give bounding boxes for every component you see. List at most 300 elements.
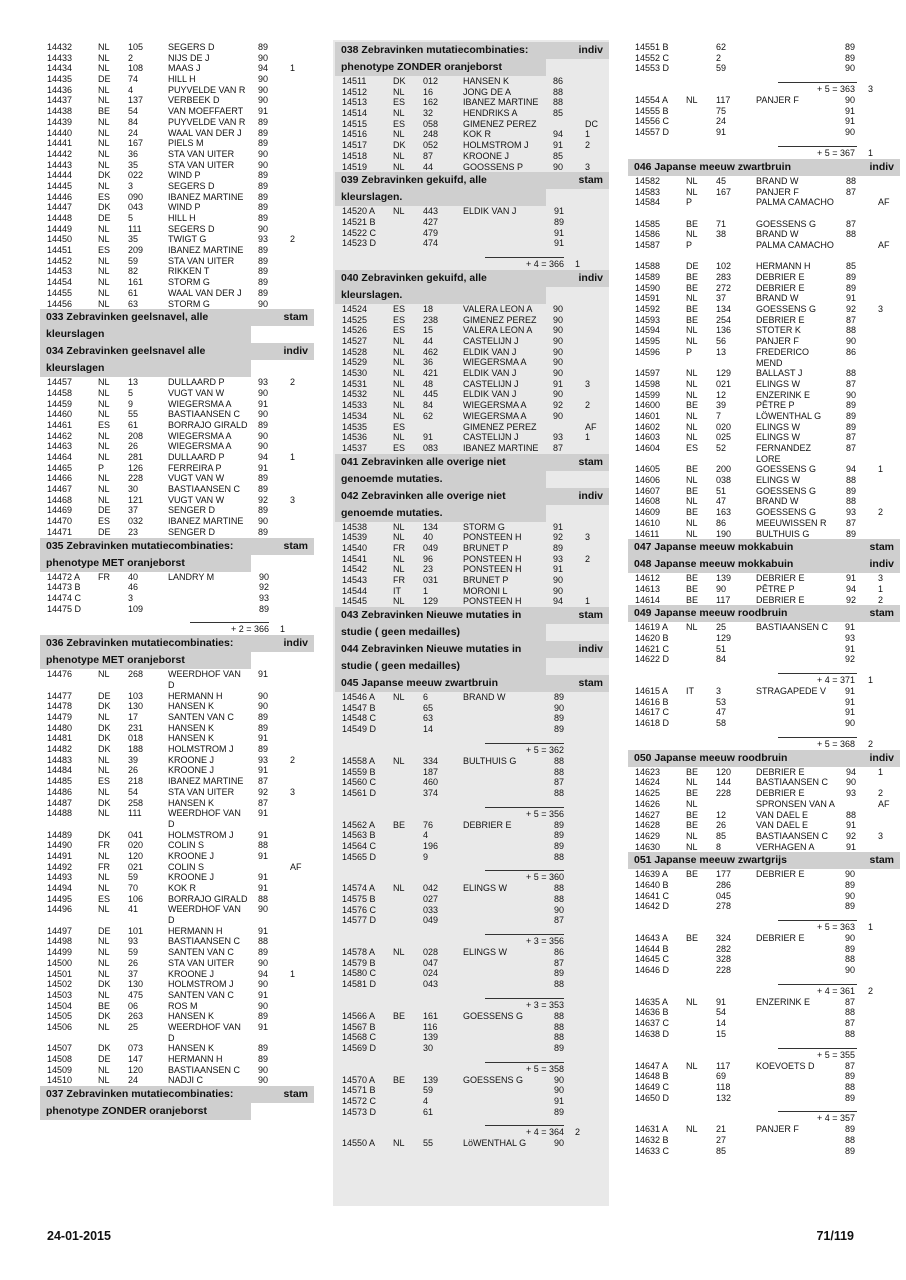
score: 91 xyxy=(844,696,855,707)
total-rule xyxy=(778,920,857,921)
class-title: 039 Zebravinken gekuifd, alle xyxy=(341,174,487,187)
exhibitor-name: PONSTEEN H xyxy=(463,553,522,564)
total-rule xyxy=(778,1111,857,1112)
country-code: NL xyxy=(686,186,698,197)
country-code: NL xyxy=(686,798,698,809)
table-row xyxy=(628,379,900,390)
team-total xyxy=(335,990,609,1011)
entry-number: 14628 xyxy=(635,820,661,831)
entry-number: 14564 C xyxy=(342,840,377,851)
score: 88 xyxy=(258,840,269,851)
placement: 1 xyxy=(585,596,591,607)
country-code: NL xyxy=(98,409,110,420)
table-row xyxy=(628,654,900,665)
table-row xyxy=(40,936,314,947)
table-row xyxy=(628,42,900,53)
entry-number: 14566 A xyxy=(342,1010,376,1021)
country-code: NL xyxy=(393,596,405,607)
score: 88 xyxy=(846,809,857,820)
score: 89 xyxy=(258,603,269,614)
table-row xyxy=(628,197,900,208)
class-header xyxy=(40,1086,314,1103)
table-row xyxy=(40,452,314,463)
ring-number: 129 xyxy=(716,632,732,643)
ring-number: 278 xyxy=(716,901,732,912)
country-code: BE xyxy=(686,869,699,880)
entry-number: 14597 xyxy=(635,368,661,379)
class-title: 044 Zebravinken Nieuwe mutaties in xyxy=(341,643,522,656)
score: 89 xyxy=(846,421,857,432)
score: 89 xyxy=(846,272,857,282)
entry-number: 14482 xyxy=(47,744,73,755)
country-code: NL xyxy=(686,229,698,240)
class-type: stam xyxy=(869,607,894,620)
country-code: NL xyxy=(686,1124,698,1135)
exhibitor-name: VAN DAEL E xyxy=(756,809,809,820)
ring-number: 86 xyxy=(716,517,727,528)
class-subtitle: phenotype ZONDER oranjeborst xyxy=(46,1105,208,1118)
score: 91 xyxy=(258,733,269,744)
table-row xyxy=(335,1075,609,1086)
table-row xyxy=(335,830,609,841)
team-placement: 3 xyxy=(868,84,874,95)
exhibitor-name: HANSEN K xyxy=(168,1011,215,1022)
score: 88 xyxy=(553,755,564,766)
ring-number: 033 xyxy=(423,904,439,915)
score: 89 xyxy=(258,127,269,138)
entry-number: 14528 xyxy=(342,346,368,357)
entry-number: 14623 xyxy=(635,766,661,777)
ring-number: 59 xyxy=(716,63,727,74)
table-row xyxy=(628,272,900,283)
ring-number: 258 xyxy=(128,797,144,808)
exhibitor-name: FREDERICO MEND xyxy=(756,346,810,368)
score: 91 xyxy=(844,105,855,116)
entry-number: 14485 xyxy=(47,776,73,787)
table-row xyxy=(335,206,609,217)
ring-number: 083 xyxy=(423,442,439,453)
class-title: 042 Zebravinken alle overige niet xyxy=(341,489,506,502)
country-code: DE xyxy=(98,690,111,701)
exhibitor-name: STA VAN UITER xyxy=(168,957,235,968)
entry-number: 14473 B xyxy=(47,582,81,593)
table-row xyxy=(40,582,314,593)
entry-number: 14601 xyxy=(635,410,661,421)
table-row xyxy=(335,820,609,831)
entry-number: 14510 xyxy=(47,1075,73,1086)
exhibitor-name: FERNANDEZ LORE xyxy=(756,443,812,464)
table-row xyxy=(335,905,609,916)
entry-number: 14498 xyxy=(47,936,73,947)
score: 90 xyxy=(258,957,269,968)
score: 90 xyxy=(258,95,269,106)
exhibitor-name: WIEGERSMA A xyxy=(168,441,232,452)
entry-number: 14591 xyxy=(635,293,661,304)
country-code: NL xyxy=(686,293,698,304)
entry-number: 14612 xyxy=(635,573,661,584)
score: 89 xyxy=(258,255,269,266)
entry-number: 14578 A xyxy=(342,947,376,958)
entry-number: 14568 C xyxy=(342,1032,377,1043)
country-code: ES xyxy=(393,442,406,453)
total-score: + 3 = 353 xyxy=(525,999,564,1010)
score: 89 xyxy=(258,1043,269,1054)
score: 89 xyxy=(553,542,564,553)
ring-number: 40 xyxy=(128,571,139,582)
table-row xyxy=(628,810,900,821)
country-code: NL xyxy=(98,494,110,505)
entry-number: 14454 xyxy=(47,277,73,288)
country-code: ES xyxy=(393,325,406,336)
entry-number: 14569 D xyxy=(342,1042,377,1053)
table-row xyxy=(335,968,609,979)
exhibitor-name: WEERDHOF VAN D xyxy=(168,808,241,829)
placement: 2 xyxy=(585,553,591,564)
country-code: DK xyxy=(98,722,111,733)
total-score: + 4 = 371 xyxy=(816,675,855,686)
score: 88 xyxy=(844,1007,855,1018)
entry-number: 14551 B xyxy=(635,42,669,52)
country-code: NL xyxy=(98,377,110,388)
ring-number: 117 xyxy=(716,95,731,106)
ring-number: 032 xyxy=(128,516,144,527)
header-bar xyxy=(335,675,609,692)
ring-number: 427 xyxy=(423,216,439,227)
exhibitor-name: SANTEN VAN C xyxy=(168,989,234,1000)
ring-number: 228 xyxy=(128,473,144,484)
exhibitor-name: BORRAJO GIRALD xyxy=(168,893,248,904)
class-type: indiv xyxy=(578,489,603,502)
exhibitor-name: HENDRIKS A xyxy=(463,108,518,119)
exhibitor-name: DEBRIER E xyxy=(756,766,805,777)
class-type: indiv xyxy=(578,44,603,56)
ring-number: 37 xyxy=(128,505,139,516)
score: 90 xyxy=(258,1000,269,1011)
entry-number: 14573 D xyxy=(342,1106,377,1117)
country-code: BE xyxy=(686,400,699,411)
ring-number: 82 xyxy=(128,266,139,277)
score: 88 xyxy=(846,368,857,379)
table-row xyxy=(335,389,609,400)
exhibitor-name: HANSEN K xyxy=(168,701,215,712)
class-header xyxy=(40,343,314,360)
entry-number: 14450 xyxy=(47,234,73,245)
score: 94 xyxy=(553,596,564,607)
table-row xyxy=(628,842,900,853)
placement: AF xyxy=(878,239,890,250)
ring-number: 91 xyxy=(423,432,434,443)
country-code: ES xyxy=(98,191,111,202)
country-code: DK xyxy=(98,979,111,990)
table-row xyxy=(628,518,900,529)
ring-number: 25 xyxy=(716,622,727,633)
country-code: ES xyxy=(98,776,111,787)
ring-number: 5 xyxy=(128,213,134,223)
table-row xyxy=(40,388,314,399)
table-row xyxy=(40,377,314,388)
table-row xyxy=(40,288,314,299)
ring-number: 90 xyxy=(716,583,727,594)
class-header-continued xyxy=(40,555,314,572)
class-title: 038 Zebravinken mutatiecombinaties: xyxy=(341,44,529,56)
table-row xyxy=(335,162,609,173)
table-row xyxy=(628,777,900,788)
score: 91 xyxy=(258,829,269,840)
score: 89 xyxy=(846,282,857,293)
ring-number: 61 xyxy=(128,287,139,298)
team-total xyxy=(335,1117,609,1138)
exhibitor-name: IBANEZ MARTINE xyxy=(168,245,244,256)
table-row xyxy=(40,138,314,149)
country-code: NL xyxy=(393,336,405,346)
country-code: NL xyxy=(686,496,698,507)
score: 91 xyxy=(844,643,855,654)
score: 89 xyxy=(258,287,269,298)
country-code: DE xyxy=(98,925,111,936)
entry-number: 14629 xyxy=(635,830,661,841)
table-row xyxy=(628,707,900,718)
total-rule xyxy=(190,622,269,623)
score: 87 xyxy=(846,314,857,325)
table-row xyxy=(40,473,314,484)
entry-number: 14643 A xyxy=(635,933,669,944)
entry-number: 14504 xyxy=(47,1000,73,1011)
score: 89 xyxy=(258,266,269,277)
ring-number: 84 xyxy=(716,654,727,665)
ring-number: 16 xyxy=(423,86,434,97)
score: 90 xyxy=(846,336,857,347)
entry-number: 14480 xyxy=(47,722,73,733)
country-code: NL xyxy=(98,441,110,452)
entry-number: 14439 xyxy=(47,116,73,127)
entry-number: 14467 xyxy=(47,484,73,495)
entry-number: 14545 xyxy=(342,596,368,607)
ring-number: 021 xyxy=(128,861,144,872)
header-bar xyxy=(335,658,546,675)
exhibitor-name: ELINGS W xyxy=(463,883,508,894)
ring-number: 254 xyxy=(716,314,732,325)
team-placement: 2 xyxy=(575,1127,581,1138)
exhibitor-name: STA VAN UITER xyxy=(168,159,235,170)
header-bar xyxy=(40,1103,251,1120)
table-row xyxy=(40,669,314,690)
table-row xyxy=(40,256,314,267)
entry-number: 14524 xyxy=(342,303,368,314)
score: 87 xyxy=(844,1060,855,1071)
score: 91 xyxy=(553,140,564,151)
table-row xyxy=(628,187,900,198)
country-code: NL xyxy=(98,808,110,819)
table-row xyxy=(628,261,900,272)
country-code: DE xyxy=(98,505,111,516)
table-row xyxy=(628,63,900,74)
score: 88 xyxy=(553,787,564,798)
exhibitor-name: ELINGS W xyxy=(756,378,801,389)
score: 88 xyxy=(844,954,855,965)
class-subtitle: phenotype ZONDER oranjeborst xyxy=(341,61,503,73)
score: 85 xyxy=(553,150,564,161)
exhibitor-name: KROONE J xyxy=(168,754,215,765)
exhibitor-name: BRUNET P xyxy=(463,542,509,553)
country-code: BE xyxy=(686,766,699,777)
exhibitor-name: STOTER K xyxy=(756,325,801,336)
table-row xyxy=(628,325,900,336)
score: 90 xyxy=(258,1075,269,1086)
table-row xyxy=(335,140,609,151)
table-row xyxy=(40,74,314,85)
ring-number: 286 xyxy=(716,879,732,890)
class-header xyxy=(335,641,609,658)
entry-number: 14521 B xyxy=(342,216,376,227)
ring-number: 028 xyxy=(423,947,439,958)
placement: DC xyxy=(585,118,598,129)
entry-number: 14548 C xyxy=(342,713,377,724)
table-row xyxy=(335,119,609,130)
ring-number: 36 xyxy=(128,148,139,159)
class-title: 036 Zebravinken mutatiecombinaties: xyxy=(46,637,234,650)
table-row xyxy=(628,891,900,902)
exhibitor-name: PALMA CAMACHO xyxy=(756,197,834,208)
ring-number: 161 xyxy=(128,277,144,288)
class-header-continued xyxy=(40,1103,314,1120)
spacer xyxy=(628,208,900,219)
country-code: DK xyxy=(98,701,111,712)
ring-number: 049 xyxy=(423,915,439,926)
entry-number: 14636 B xyxy=(635,1007,669,1018)
ring-number: 238 xyxy=(423,314,439,325)
class-subtitle: kleurslagen xyxy=(46,362,105,375)
exhibitor-name: BRUNET P xyxy=(463,575,509,585)
entry-number: 14538 xyxy=(342,521,368,532)
table-row xyxy=(335,87,609,98)
score: 90 xyxy=(258,430,269,441)
exhibitor-name: HANSEN K xyxy=(168,722,215,733)
exhibitor-name: DEBRIER E xyxy=(756,272,805,282)
score: 90 xyxy=(553,1085,564,1096)
country-code: NL xyxy=(686,389,698,400)
ring-number: 63 xyxy=(423,713,434,724)
country-code: BE xyxy=(686,788,699,799)
country-code: P xyxy=(98,462,105,473)
country-code: P xyxy=(686,239,693,250)
score: 86 xyxy=(846,346,857,357)
score: 88 xyxy=(846,229,857,240)
country-code: NL xyxy=(98,127,110,138)
ring-number: 134 xyxy=(716,304,732,315)
table-row xyxy=(335,1085,609,1096)
entry-number: 14500 xyxy=(47,957,73,968)
score: 90 xyxy=(258,223,269,234)
score: 87 xyxy=(844,996,855,1007)
entry-number: 14635 A xyxy=(635,996,669,1007)
exhibitor-name: IBANEZ MARTINE xyxy=(168,516,244,527)
placement: 1 xyxy=(290,968,296,979)
ring-number: 44 xyxy=(423,336,434,346)
table-row xyxy=(40,862,314,873)
exhibitor-name: PANJER F xyxy=(756,336,799,347)
exhibitor-name: HERMANN H xyxy=(168,1054,223,1065)
table-row xyxy=(628,432,900,443)
header-bar xyxy=(628,556,900,573)
class-header xyxy=(335,270,609,287)
team-placement: 1 xyxy=(868,675,874,686)
table-row xyxy=(40,266,314,277)
ring-number: 84 xyxy=(128,116,139,127)
exhibitor-name: BASTIAANSEN C xyxy=(756,830,829,841)
ring-number: 23 xyxy=(423,564,434,575)
table-row xyxy=(40,441,314,452)
class-type: indiv xyxy=(283,345,308,358)
exhibitor-name: VAN MOEFFAERT xyxy=(168,106,244,117)
ring-number: 103 xyxy=(128,690,144,701)
entry-number: 14532 xyxy=(342,389,368,400)
score: 89 xyxy=(844,1092,855,1103)
placement: 2 xyxy=(585,140,591,151)
exhibitor-name: PONSTEEN H xyxy=(463,596,522,607)
score: 88 xyxy=(844,1134,855,1145)
table-row xyxy=(335,217,609,228)
ring-number: 62 xyxy=(716,42,727,52)
country-code: BE xyxy=(686,272,699,282)
score: 88 xyxy=(258,936,269,947)
score: 87 xyxy=(846,517,857,528)
country-code: ES xyxy=(393,97,406,108)
ring-number: 462 xyxy=(423,346,439,357)
score: 90 xyxy=(553,336,564,346)
entry-number: 14469 xyxy=(47,505,73,516)
ring-number: 93 xyxy=(128,936,139,947)
exhibitor-name: VALERA LEON A xyxy=(463,325,533,336)
entry-number: 14584 xyxy=(635,197,661,208)
entry-number: 14586 xyxy=(635,229,661,240)
table-row xyxy=(628,422,900,433)
table-row xyxy=(40,712,314,723)
score: 94 xyxy=(553,129,564,140)
score: 88 xyxy=(844,1028,855,1039)
entry-number: 14544 xyxy=(342,585,368,596)
ring-number: 208 xyxy=(128,430,144,441)
entry-number: 14650 D xyxy=(635,1092,670,1103)
entry-number: 14603 xyxy=(635,432,661,443)
entry-number: 14614 xyxy=(635,594,661,605)
table-row xyxy=(628,464,900,475)
exhibitor-name: DEBRIER E xyxy=(756,314,805,325)
country-code: NL xyxy=(393,947,405,958)
exhibitor-name: MEEUWISSEN R xyxy=(756,517,827,528)
exhibitor-name: BULTHUIS G xyxy=(756,528,810,539)
total-score: + 5 = 356 xyxy=(525,808,564,819)
country-code: NL xyxy=(686,830,698,841)
entry-number: 14459 xyxy=(47,398,73,409)
entry-number: 14639 A xyxy=(635,869,669,880)
exhibitor-name: BASTIAANSEN C xyxy=(168,409,241,420)
score: 91 xyxy=(258,808,269,819)
table-row xyxy=(335,947,609,958)
country-code: NL xyxy=(98,1021,110,1032)
score: 90 xyxy=(258,441,269,452)
placement: 3 xyxy=(878,830,884,841)
ring-number: 328 xyxy=(716,954,732,965)
table-row xyxy=(40,245,314,256)
table-row xyxy=(628,1124,900,1135)
table-row xyxy=(40,299,314,310)
ring-number: 96 xyxy=(423,553,434,564)
exhibitor-name: BRAND W xyxy=(463,692,506,703)
table-row xyxy=(40,755,314,766)
country-code: NL xyxy=(98,234,110,245)
table-row xyxy=(40,990,314,1001)
exhibitor-name: IBANEZ MARTINE xyxy=(168,191,244,202)
